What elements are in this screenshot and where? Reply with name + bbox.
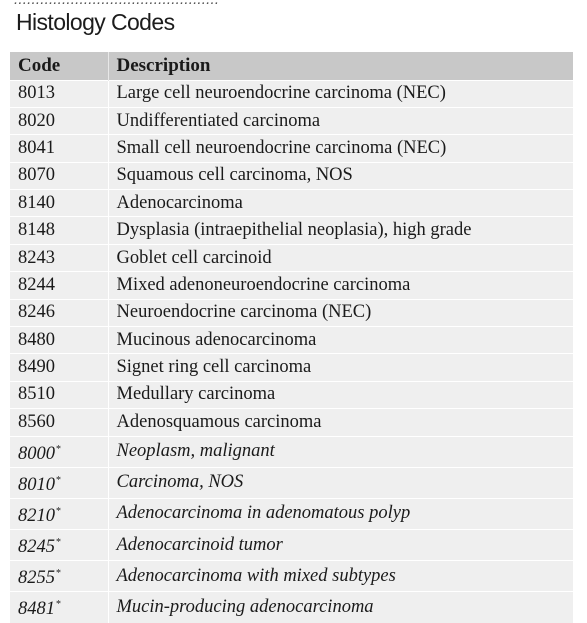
histology-code-cell bbox=[10, 561, 108, 592]
column-header-description: Description bbox=[116, 54, 211, 76]
histology-description: Mucinous adenocarcinoma bbox=[108, 327, 573, 354]
histology-code-cell bbox=[10, 107, 108, 134]
histology-description: Medullary carcinoma bbox=[108, 381, 573, 408]
histology-code: 8013 bbox=[18, 83, 55, 104]
histology-description: Signet ring cell carcinoma bbox=[108, 354, 573, 381]
table-row bbox=[10, 467, 573, 498]
histology-code: 8560 bbox=[18, 411, 55, 432]
histology-code-cell bbox=[10, 381, 108, 408]
asterisk-marker: * bbox=[56, 443, 61, 455]
histology-code: 8000 bbox=[18, 443, 55, 464]
table-row bbox=[10, 162, 573, 189]
table-row bbox=[10, 498, 573, 529]
table-header-row bbox=[10, 52, 573, 80]
histology-description: Large cell neuroendocrine carcinoma (NEC) bbox=[108, 80, 573, 107]
table-header bbox=[10, 52, 573, 80]
table-row bbox=[10, 592, 573, 623]
asterisk-marker: * bbox=[56, 568, 61, 580]
histology-code-cell bbox=[10, 327, 108, 354]
histology-code-cell bbox=[10, 190, 108, 217]
table-row bbox=[10, 272, 573, 299]
table-row bbox=[10, 327, 573, 354]
table-row bbox=[10, 299, 573, 326]
asterisk-marker: * bbox=[56, 599, 61, 611]
table-row bbox=[10, 561, 573, 592]
histology-code: 8020 bbox=[18, 110, 55, 131]
histology-description: Squamous cell carcinoma, NOS bbox=[108, 162, 573, 189]
table-row bbox=[10, 217, 573, 244]
histology-code-cell bbox=[10, 217, 108, 244]
histology-code: 8480 bbox=[18, 329, 55, 350]
histology-description: Small cell neuroendocrine carcinoma (NEC) bbox=[108, 135, 573, 162]
histology-code: 8070 bbox=[18, 165, 55, 186]
cut-off-text-line bbox=[14, 0, 219, 8]
histology-code: 8148 bbox=[18, 220, 55, 241]
histology-description: Mucin-producing adenocarcinoma bbox=[108, 592, 573, 623]
histology-code: 8041 bbox=[18, 137, 55, 158]
table-row bbox=[10, 409, 573, 436]
histology-code: 8010 bbox=[18, 474, 55, 495]
table-row bbox=[10, 80, 573, 107]
histology-code-cell bbox=[10, 272, 108, 299]
histology-code: 8244 bbox=[18, 274, 55, 295]
histology-code: 8510 bbox=[18, 384, 55, 405]
histology-code-cell bbox=[10, 162, 108, 189]
histology-code-cell bbox=[10, 135, 108, 162]
histology-code: 8246 bbox=[18, 302, 55, 323]
histology-description: Undifferentiated carcinoma bbox=[108, 107, 573, 134]
table-row bbox=[10, 190, 573, 217]
table-body bbox=[10, 80, 573, 623]
histology-code-cell bbox=[10, 530, 108, 561]
histology-code: 8255 bbox=[18, 568, 55, 589]
table-row bbox=[10, 530, 573, 561]
histology-description: Adenocarcinoma with mixed subtypes bbox=[108, 561, 573, 592]
table-row bbox=[10, 107, 573, 134]
histology-codes-table-container bbox=[10, 52, 573, 623]
histology-code-cell bbox=[10, 80, 108, 107]
table-row bbox=[10, 244, 573, 271]
histology-code: 8245 bbox=[18, 537, 55, 558]
histology-description: Neoplasm, malignant bbox=[108, 436, 573, 467]
page-title: Histology Codes bbox=[16, 9, 175, 35]
histology-code-cell bbox=[10, 498, 108, 529]
histology-description: Neuroendocrine carcinoma (NEC) bbox=[108, 299, 573, 326]
histology-code-cell bbox=[10, 354, 108, 381]
column-header-code: Code bbox=[10, 52, 108, 80]
histology-description: Adenocarcinoma bbox=[108, 190, 573, 217]
table-row bbox=[10, 381, 573, 408]
histology-code: 8140 bbox=[18, 192, 55, 213]
histology-code-cell bbox=[10, 244, 108, 271]
asterisk-marker: * bbox=[56, 474, 61, 486]
histology-description: Adenocarcinoid tumor bbox=[108, 530, 573, 561]
histology-code: 8490 bbox=[18, 357, 55, 378]
histology-description: Adenosquamous carcinoma bbox=[108, 409, 573, 436]
histology-code: 8481 bbox=[18, 599, 55, 620]
histology-code-cell bbox=[10, 592, 108, 623]
histology-description: Adenocarcinoma in adenomatous polyp bbox=[108, 498, 573, 529]
histology-code-cell bbox=[10, 409, 108, 436]
histology-description: Goblet cell carcinoid bbox=[108, 244, 573, 271]
histology-code: 8243 bbox=[18, 247, 55, 268]
table-row bbox=[10, 354, 573, 381]
histology-description: Dysplasia (intraepithelial neoplasia), high grade bbox=[108, 217, 573, 244]
histology-code: 8210 bbox=[18, 506, 55, 527]
histology-description: Carcinoma, NOS bbox=[108, 467, 573, 498]
histology-code-cell bbox=[10, 436, 108, 467]
asterisk-marker: * bbox=[56, 505, 61, 517]
asterisk-marker: * bbox=[56, 537, 61, 549]
table-row bbox=[10, 436, 573, 467]
histology-code-cell bbox=[10, 299, 108, 326]
histology-codes-table bbox=[10, 52, 573, 623]
histology-code-cell bbox=[10, 467, 108, 498]
histology-description: Mixed adenoneuroendocrine carcinoma bbox=[108, 272, 573, 299]
table-row bbox=[10, 135, 573, 162]
